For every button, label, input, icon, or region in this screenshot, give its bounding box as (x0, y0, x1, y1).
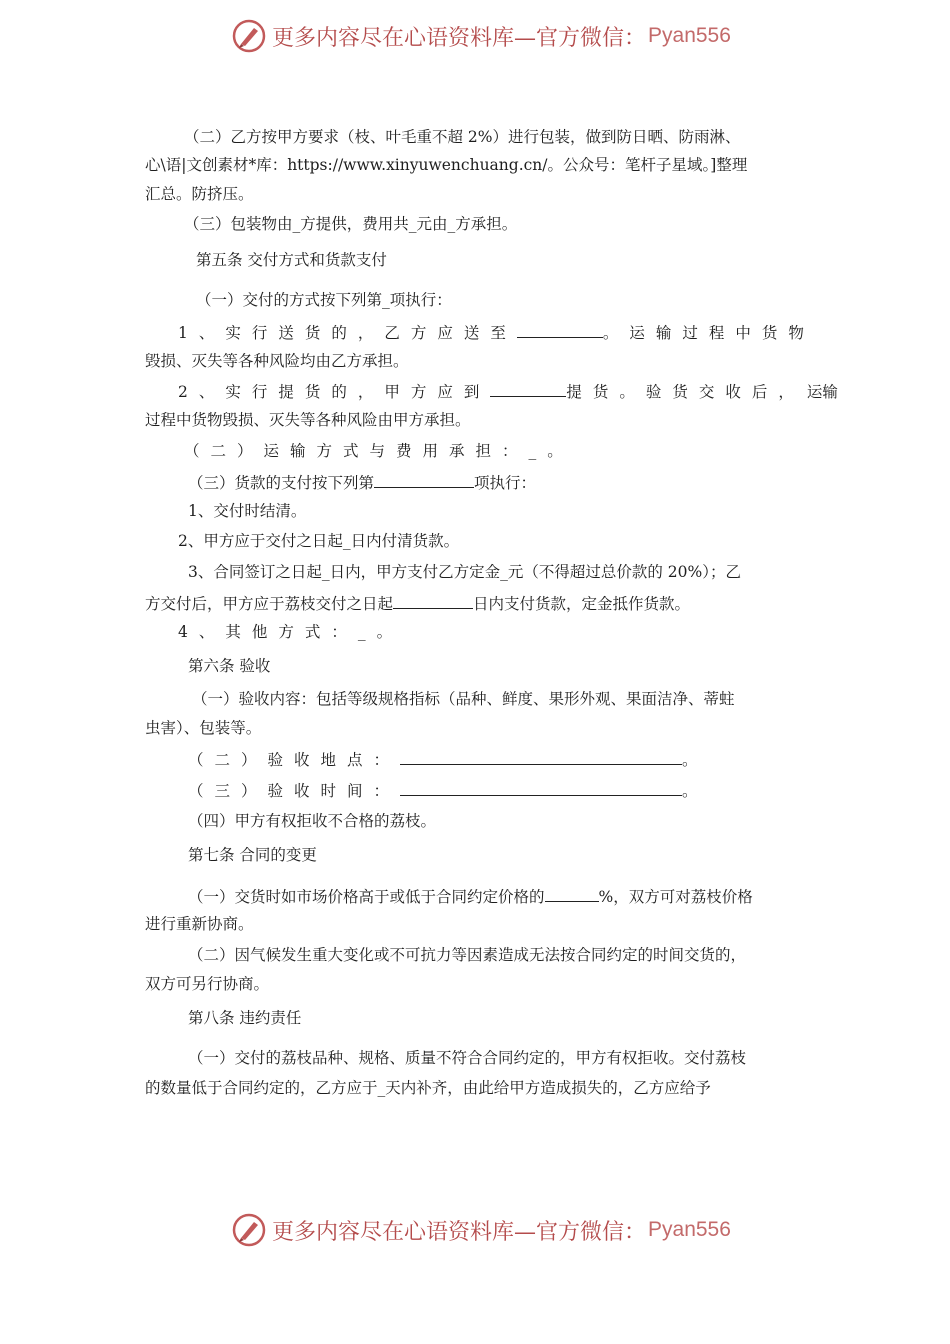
paragraph-line: 1、实行送货的，乙方应送至 。运输过程中货物 (178, 321, 815, 343)
paragraph-line: 2、实行提货的，甲方应到 提货。验货交收后， 运输 (178, 380, 838, 402)
footer-watermark-banner (232, 1210, 731, 1250)
paragraph-line: 4、其他方式：_。 (178, 623, 404, 641)
paragraph-line: （一）交付的荔枝品种、规格、质量不符合合同约定的，甲方有权拒收。交付荔枝 (188, 1049, 747, 1067)
banner-wechat-id: Pyan556 (648, 24, 731, 47)
paragraph-line: （三）验收时间： 。 (188, 779, 698, 801)
fill-in-blank (517, 321, 603, 338)
paragraph-line: （二）运输方式与费用承担：_。 (184, 442, 574, 460)
banner-text: 更多内容尽在心语资料库—官方微信： (272, 1219, 647, 1245)
paragraph-line: （一）交货时如市场价格高于或低于合同约定价格的 %，双方可对荔枝价格 (188, 885, 753, 907)
paragraph-line: 1、交付时结清。 (188, 502, 307, 520)
paragraph-line: 虫害）、包装等。 (145, 719, 262, 737)
pen-logo-icon (232, 19, 266, 53)
paragraph-line: 毁损、灭失等各种风险均由乙方承担。 (145, 352, 409, 370)
paragraph-line: 双方可另行协商。 (145, 975, 270, 993)
paragraph-line: （一）交付的方式按下列第_项执行： (196, 291, 452, 309)
fill-in-blank (490, 380, 566, 397)
section-heading: 第六条 验收 (188, 657, 271, 675)
paragraph-line: （二）因气候发生重大变化或不可抗力等因素造成无法按合同约定的时间交货的， (188, 946, 747, 964)
paragraph-line: （二）乙方按甲方要求（枝、叶毛重不超 2%）进行包装，做到防日晒、防雨淋、 (184, 128, 741, 146)
fill-in-blank (545, 885, 599, 902)
fill-in-blank (400, 748, 682, 765)
paragraph-line: 进行重新协商。 (145, 915, 254, 933)
fill-in-blank (393, 592, 473, 609)
fill-in-blank (374, 471, 474, 488)
paragraph-line: 的数量低于合同约定的，乙方应于_天内补齐，由此给甲方造成损失的，乙方应给予 (145, 1079, 711, 1097)
header-watermark-banner (232, 16, 731, 56)
banner-text: 更多内容尽在心语资料库—官方微信： (272, 25, 647, 51)
paragraph-line: 3、合同签订之日起_日内，甲方支付乙方定金_元（不得超过总价款的 20%）；乙 (188, 563, 741, 581)
paragraph-line: （四）甲方有权拒收不合格的荔枝。 (188, 812, 437, 830)
paragraph-line: （一）验收内容：包括等级规格指标（品种、鲜度、果形外观、果面洁净、蒂蛀 (192, 690, 735, 708)
banner-wechat-id: Pyan556 (648, 1218, 731, 1241)
paragraph-line: （三）货款的支付按下列第 项执行： (188, 471, 536, 493)
section-heading: 第八条 违约责任 (188, 1009, 302, 1027)
section-heading: 第七条 合同的变更 (188, 846, 317, 864)
section-heading: 第五条 交付方式和货款支付 (196, 251, 387, 269)
fill-in-blank (400, 779, 682, 796)
paragraph-line: 过程中货物毁损、灭失等各种风险由甲方承担。 (145, 411, 471, 429)
pen-logo-icon (232, 1213, 266, 1247)
paragraph-line: 汇总。防挤压。 (145, 185, 254, 203)
paragraph-line: （二）验收地点： 。 (188, 748, 698, 770)
paragraph-line: 2、甲方应于交付之日起_日内付清货款。 (178, 532, 460, 550)
paragraph-line: 心\语|文创素材*库：https://www.xinyuwenchuang.cn/。公众号：笔杆子星域。]整理 (145, 156, 748, 174)
paragraph-line: 方交付后，甲方应于荔枝交付之日起 日内支付货款，定金抵作货款。 (145, 592, 690, 614)
paragraph-line: （三）包装物由_方提供，费用共_元由_方承担。 (184, 215, 518, 233)
